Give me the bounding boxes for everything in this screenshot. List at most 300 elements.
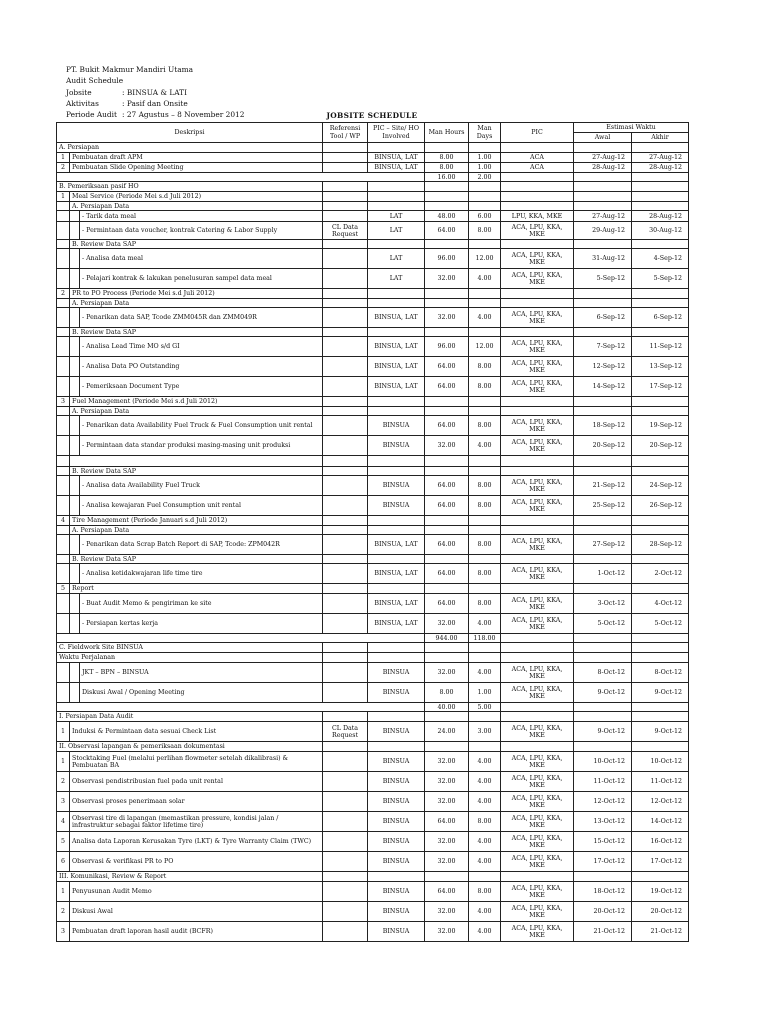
table-cell [425,643,469,653]
row-number: 3 [57,397,70,407]
reference [323,476,368,496]
table-row [57,153,689,163]
man-hours: 32.00 [425,752,469,772]
end-date: 9-Oct-12 [632,722,689,742]
man-hours: 8.00 [425,163,469,173]
table-cell [323,643,368,653]
table-cell [501,407,574,416]
row-number: 1 [57,882,70,902]
pic: ACA, LPU, KKA, MKE [501,337,574,357]
table-cell [632,584,689,594]
table-cell [632,643,689,653]
table-cell [70,564,80,584]
row-number: 3 [57,792,70,812]
table-cell [368,182,425,192]
header-field-jobsite [66,87,244,98]
task-description: - Persiapan kertas kerja [80,614,323,634]
man-hours: 32.00 [425,772,469,792]
start-date: 8-Oct-12 [574,663,632,683]
company-name: PT. Bukit Makmur Mandiri Utama [66,65,194,74]
row-number: 1 [57,153,70,163]
section-label: B. Pemeriksaan pasif HO [57,182,323,192]
man-days: 8.00 [469,535,501,555]
col-referensi: Referensi Tool / WP [323,123,368,143]
table-cell [469,653,501,663]
reference [323,163,368,173]
table-cell [323,584,368,594]
subgroup-label: B. Review Data SAP [70,555,323,564]
man-hours: 32.00 [425,436,469,456]
table-row [57,337,689,357]
task-description: - Analisa Data PO Outstanding [80,357,323,377]
table-cell [70,308,80,328]
pic: ACA, LPU, KKA, MKE [501,269,574,289]
task-description: - Permintaan data voucher, kontrak Catering & Labor Supply [80,222,323,240]
schedule-title: JOBSITE SCHEDULE [326,111,418,120]
subgroup-label: A. Persiapan Data [70,202,323,211]
subgroup-row [57,407,689,416]
site-involved: BINSUA [368,792,425,812]
row-number [57,377,70,397]
subgroup-label: B. Review Data SAP [70,328,323,337]
table-row [57,752,689,772]
end-date: 24-Sep-12 [632,476,689,496]
table-cell [632,712,689,722]
man-hours: 64.00 [425,882,469,902]
table-row [57,476,689,496]
end-date: 8-Oct-12 [632,663,689,683]
start-date: 5-Sep-12 [574,269,632,289]
man-days: 1.00 [469,683,501,703]
end-date: 20-Sep-12 [632,436,689,456]
task-description: - Analisa Lead Time MO s/d GI [80,337,323,357]
task-description: - Analisa data meal [80,249,323,269]
table-cell [368,653,425,663]
table-cell [501,328,574,337]
table-cell [574,299,632,308]
table-cell [70,337,80,357]
site-involved: BINSUA [368,476,425,496]
table-cell [574,742,632,752]
man-hours: 48.00 [425,211,469,222]
end-date: 28-Aug-12 [632,163,689,173]
table-row [57,308,689,328]
site-involved: BINSUA [368,496,425,516]
table-cell [70,496,80,516]
col-pic: PIC [501,123,574,143]
task-description: Diskusi Awal / Opening Meeting [80,683,323,703]
reference [323,249,368,269]
reference [323,792,368,812]
table-cell [425,202,469,211]
table-cell [469,467,501,476]
table-cell [368,584,425,594]
table-cell [632,653,689,663]
end-date: 17-Sep-12 [632,377,689,397]
subgroup-row [57,526,689,535]
start-date: 9-Oct-12 [574,683,632,703]
man-hours: 24.00 [425,722,469,742]
table-cell [70,416,80,436]
table-cell [425,182,469,192]
task-description: - Analisa data Availability Fuel Truck [80,476,323,496]
man-days: 1.00 [469,153,501,163]
pic: ACA, LPU, KKA, MKE [501,752,574,772]
table-row [57,211,689,222]
table-cell [574,643,632,653]
table-cell [469,872,501,882]
reference [323,663,368,683]
reference [323,153,368,163]
subsection-row [57,289,689,299]
header-field-label: Jobsite [66,87,92,97]
task-description: Observasi proses penerimaan solar [70,792,323,812]
section-row [57,742,689,752]
reference [323,752,368,772]
table-cell [632,407,689,416]
table-row [57,416,689,436]
man-hours: 32.00 [425,308,469,328]
table-cell [469,299,501,308]
table-row [57,222,689,240]
site-involved: LAT [368,269,425,289]
table-cell [574,328,632,337]
table-row [57,663,689,683]
start-date: 28-Aug-12 [574,163,632,173]
subgroup-label: A. Persiapan Data [70,299,323,308]
start-date: 18-Oct-12 [574,882,632,902]
section-label: I. Persiapan Data Audit [57,712,323,722]
table-cell [574,397,632,407]
task-description: Stocktaking Fuel (melalui perlihan flowmeter setelah dikalibrasi) & Pembuatan BA [70,752,323,772]
subgroup-label: A. Persiapan Data [70,407,323,416]
table-cell [501,240,574,249]
table-cell [501,192,574,202]
table-row [57,163,689,173]
table-cell [469,526,501,535]
reference [323,902,368,922]
table-cell [425,456,469,467]
table-cell [632,289,689,299]
table-row [57,614,689,634]
total-row [57,634,689,643]
man-hours: 64.00 [425,476,469,496]
table-cell [57,299,70,308]
table-cell [501,202,574,211]
task-description: - Permintaan data standar produksi masing-masing unit produksi [80,436,323,456]
task-description: Penyusunan Audit Memo [70,882,323,902]
task-description: Pembuatan draft laporan hasil audit (BCFR) [70,922,323,942]
task-description: - Pelajari kontrak & lakukan penelusuran sampel data meal [80,269,323,289]
table-cell [323,467,368,476]
table-cell [57,467,70,476]
table-cell [632,634,689,643]
subsection-row [57,584,689,594]
reference [323,882,368,902]
col-akhir: Akhir [632,133,689,143]
row-number: 1 [57,752,70,772]
header-field-aktivitas [66,98,244,109]
row-number [57,496,70,516]
table-cell [368,202,425,211]
table-cell [574,872,632,882]
subgroup-label: B. Review Data SAP [70,467,323,476]
start-date: 12-Oct-12 [574,792,632,812]
table-cell [469,643,501,653]
man-hours: 32.00 [425,269,469,289]
man-days: 8.00 [469,222,501,240]
start-date: 25-Sep-12 [574,496,632,516]
table-row [57,812,689,832]
end-date: 14-Oct-12 [632,812,689,832]
row-number: 2 [57,772,70,792]
pic: ACA, LPU, KKA, MKE [501,249,574,269]
table-cell [469,192,501,202]
man-days: 8.00 [469,377,501,397]
table-cell [501,643,574,653]
table-cell [469,289,501,299]
reference [323,535,368,555]
table-row [57,269,689,289]
pic: ACA, LPU, KKA, MKE [501,792,574,812]
table-cell [501,584,574,594]
end-date: 11-Oct-12 [632,772,689,792]
reference [323,308,368,328]
reference [323,337,368,357]
table-row [57,564,689,584]
table-cell [425,299,469,308]
man-hours: 8.00 [425,153,469,163]
table-cell [368,407,425,416]
reference: CL Data Request [323,722,368,742]
col-estimasi: Estimasi Waktu [574,123,689,133]
pic: LPU, KKA, MKE [501,211,574,222]
man-days: 4.00 [469,832,501,852]
end-date: 30-Aug-12 [632,222,689,240]
total-man-hours: 40.00 [425,703,469,712]
table-cell [57,526,70,535]
table-cell [70,683,80,703]
end-date: 19-Sep-12 [632,416,689,436]
table-row [57,902,689,922]
man-hours: 64.00 [425,222,469,240]
table-cell [632,397,689,407]
table-row [57,357,689,377]
table-cell [632,456,689,467]
man-hours: 96.00 [425,337,469,357]
table-cell [368,240,425,249]
man-days: 8.00 [469,357,501,377]
table-cell [70,535,80,555]
table-cell [323,712,368,722]
reference: CL Data Request [323,222,368,240]
table-cell [632,173,689,182]
total-man-hours: 16.00 [425,173,469,182]
man-days: 6.00 [469,211,501,222]
reference [323,772,368,792]
table-cell [469,328,501,337]
table-cell [501,467,574,476]
start-date: 27-Aug-12 [574,153,632,163]
table-cell [501,299,574,308]
subgroup-row [57,467,689,476]
table-cell [501,143,574,153]
pic: ACA, LPU, KKA, MKE [501,772,574,792]
end-date: 4-Oct-12 [632,594,689,614]
row-number [57,308,70,328]
site-involved: BINSUA, LAT [368,614,425,634]
table-cell [323,182,368,192]
site-involved: BINSUA, LAT [368,564,425,584]
reference [323,614,368,634]
man-hours: 32.00 [425,663,469,683]
man-days: 12.00 [469,249,501,269]
section-label: Waktu Perjalanan [57,653,323,663]
task-description: - Analisa kewajaran Fuel Consumption unit rental [80,496,323,516]
end-date: 12-Oct-12 [632,792,689,812]
table-cell [70,663,80,683]
row-number [57,416,70,436]
table-cell [425,742,469,752]
table-cell [632,182,689,192]
table-cell [323,143,368,153]
table-cell [632,516,689,526]
start-date: 5-Oct-12 [574,614,632,634]
col-deskripsi: Deskripsi [57,123,323,143]
site-involved: BINSUA [368,722,425,742]
table-cell [323,516,368,526]
table-row [57,922,689,942]
table-cell [632,143,689,153]
table-cell [425,526,469,535]
table-cell [632,555,689,564]
table-cell [425,516,469,526]
table-header [57,123,689,143]
table-cell [632,202,689,211]
pic: ACA, LPU, KKA, MKE [501,683,574,703]
table-row [57,594,689,614]
task-description: Pembuatan Slide Opening Meeting [70,163,323,173]
table-cell [632,299,689,308]
subsection-label: Report [70,584,323,594]
pic: ACA, LPU, KKA, MKE [501,535,574,555]
table-cell [70,222,80,240]
pic: ACA, LPU, KKA, MKE [501,222,574,240]
section-label: II. Observasi lapangan & pemeriksaan dokumentasi [57,742,323,752]
reference [323,436,368,456]
table-cell [501,653,574,663]
table-cell [574,173,632,182]
table-cell [323,192,368,202]
subsection-row [57,516,689,526]
man-days: 4.00 [469,772,501,792]
start-date: 6-Sep-12 [574,308,632,328]
table-cell [469,407,501,416]
start-date: 18-Sep-12 [574,416,632,436]
row-number [57,476,70,496]
header-field-label: Aktivitas [66,98,99,108]
table-cell [323,872,368,882]
man-days: 8.00 [469,476,501,496]
table-cell [425,192,469,202]
table-cell [501,703,574,712]
table-cell [323,397,368,407]
table-cell [70,436,80,456]
task-description: Analisa data Laporan Kerusakan Tyre (LKT) & Tyre Warranty Claim (TWC) [70,832,323,852]
table-cell [501,516,574,526]
row-number: 2 [57,902,70,922]
table-cell [469,143,501,153]
pic: ACA, LPU, KKA, MKE [501,832,574,852]
task-description: - Tarik data meal [80,211,323,222]
header-field-value: : 27 Agustus – 8 November 2012 [122,110,245,120]
man-days: 4.00 [469,436,501,456]
man-days: 12.00 [469,337,501,357]
end-date: 16-Oct-12 [632,832,689,852]
end-date: 17-Oct-12 [632,852,689,872]
table-cell [425,653,469,663]
site-involved: BINSUA, LAT [368,377,425,397]
row-number: 1 [57,722,70,742]
table-cell [425,143,469,153]
task-description: - Analisa ketidakwajaran life time tire [80,564,323,584]
table-cell [501,456,574,467]
table-cell [368,299,425,308]
subsection-row [57,192,689,202]
table-cell [574,467,632,476]
table-cell [574,703,632,712]
table-cell [469,397,501,407]
subsection-label: Fuel Management (Periode Mei s.d Juli 2012) [70,397,323,407]
pic: ACA, LPU, KKA, MKE [501,416,574,436]
start-date: 1-Oct-12 [574,564,632,584]
table-cell [70,456,323,467]
table-cell [632,192,689,202]
table-cell [469,712,501,722]
table-row [57,882,689,902]
man-hours: 64.00 [425,416,469,436]
site-involved: LAT [368,211,425,222]
table-cell [323,240,368,249]
table-cell [632,467,689,476]
table-cell [501,634,574,643]
pic: ACA, LPU, KKA, MKE [501,922,574,942]
task-description: Observasi & verifikasi PR to PO [70,852,323,872]
header-field-label: Periode Audit [66,110,117,120]
row-number: 1 [57,192,70,202]
table-cell [469,516,501,526]
table-cell [501,182,574,192]
man-days: 8.00 [469,882,501,902]
table-cell [574,634,632,643]
row-number [57,594,70,614]
table-row [57,496,689,516]
end-date: 19-Oct-12 [632,882,689,902]
start-date: 27-Sep-12 [574,535,632,555]
man-hours: 32.00 [425,902,469,922]
table-row [57,792,689,812]
total-man-days: 5.00 [469,703,501,712]
man-days: 1.00 [469,163,501,173]
table-cell [368,872,425,882]
table-cell [632,526,689,535]
man-days: 4.00 [469,922,501,942]
start-date: 14-Sep-12 [574,377,632,397]
table-cell [70,594,80,614]
table-cell [574,526,632,535]
table-row [57,249,689,269]
table-cell [469,456,501,467]
